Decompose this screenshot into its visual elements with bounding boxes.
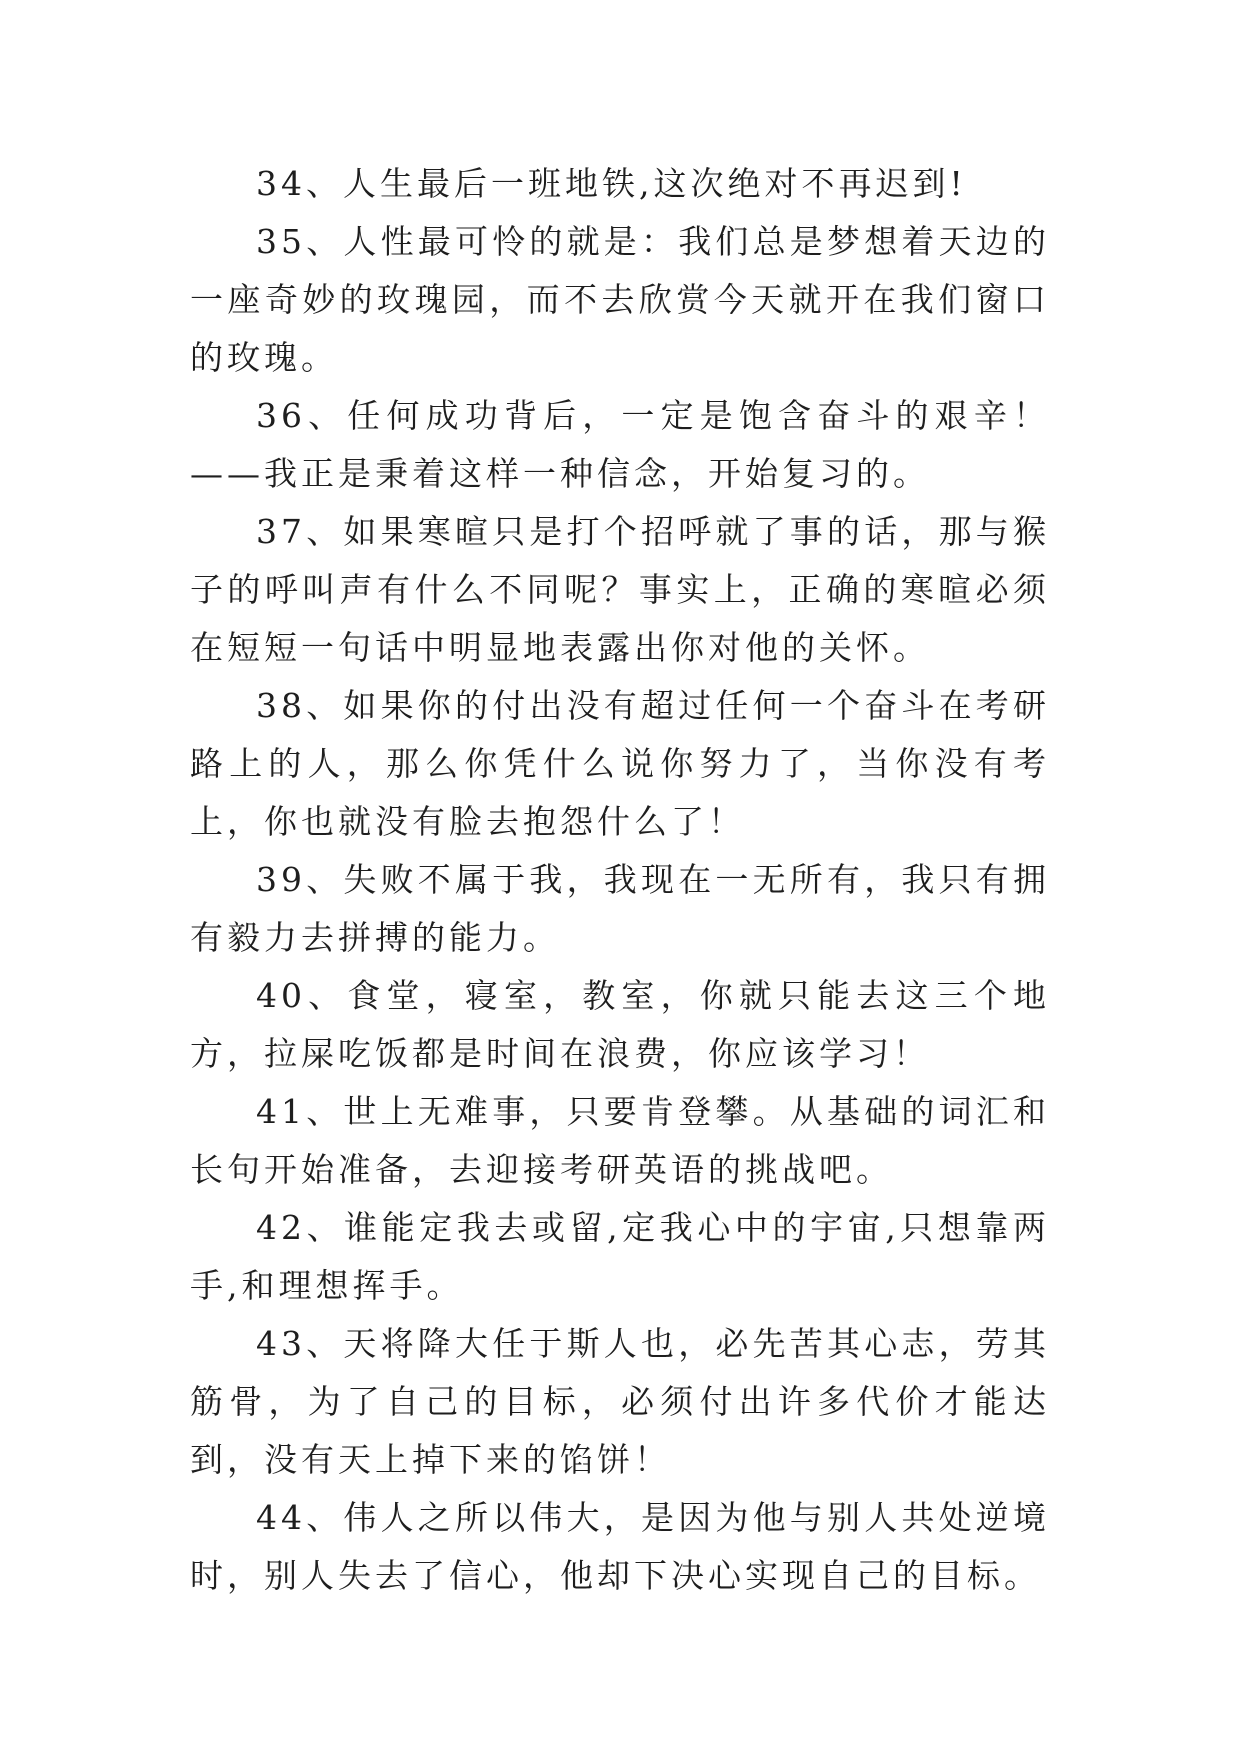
paragraph-42: 42、谁能定我去或留,定我心中的宇宙,只想靠两手,和理想挥手。 [190, 1208, 1050, 1305]
paragraph-39: 39、失败不属于我，我现在一无所有，我只有拥有毅力去拼搏的能力。 [190, 860, 1050, 957]
paragraph-44: 44、伟人之所以伟大，是因为他与别人共处逆境时，别人失去了信心，他却下决心实现自己的目标。 [190, 1498, 1050, 1595]
paragraph-37: 37、如果寒暄只是打个招呼就了事的话，那与猴子的呼叫声有什么不同呢？事实上，正确的寒暄必须在短短一句话中明显地表露出你对他的关怀。 [190, 512, 1050, 667]
paragraph-40: 40、食堂，寝室，教室，你就只能去这三个地方，拉屎吃饭都是时间在浪费，你应该学习！ [190, 976, 1050, 1073]
paragraph-36: 36、任何成功背后，一定是饱含奋斗的艰辛！——我正是秉着这样一种信念，开始复习的。 [190, 396, 1050, 493]
paragraph-41: 41、世上无难事，只要肯登攀。从基础的词汇和长句开始准备，去迎接考研英语的挑战吧。 [190, 1092, 1050, 1189]
paragraph-35: 35、人性最可怜的就是：我们总是梦想着天边的一座奇妙的玫瑰园，而不去欣赏今天就开在我们窗口的玫瑰。 [190, 222, 1050, 377]
paragraph-38: 38、如果你的付出没有超过任何一个奋斗在考研路上的人，那么你凭什么说你努力了，当你没有考上，你也就没有脸去抱怨什么了！ [190, 686, 1050, 841]
document-body [190, 155, 1050, 1605]
paragraph-34: 34、人生最后一班地铁,这次绝对不再迟到! [256, 164, 967, 203]
paragraph-43: 43、天将降大任于斯人也，必先苦其心志，劳其筋骨，为了自己的目标，必须付出许多代价才能达到，没有天上掉下来的馅饼！ [190, 1324, 1050, 1479]
